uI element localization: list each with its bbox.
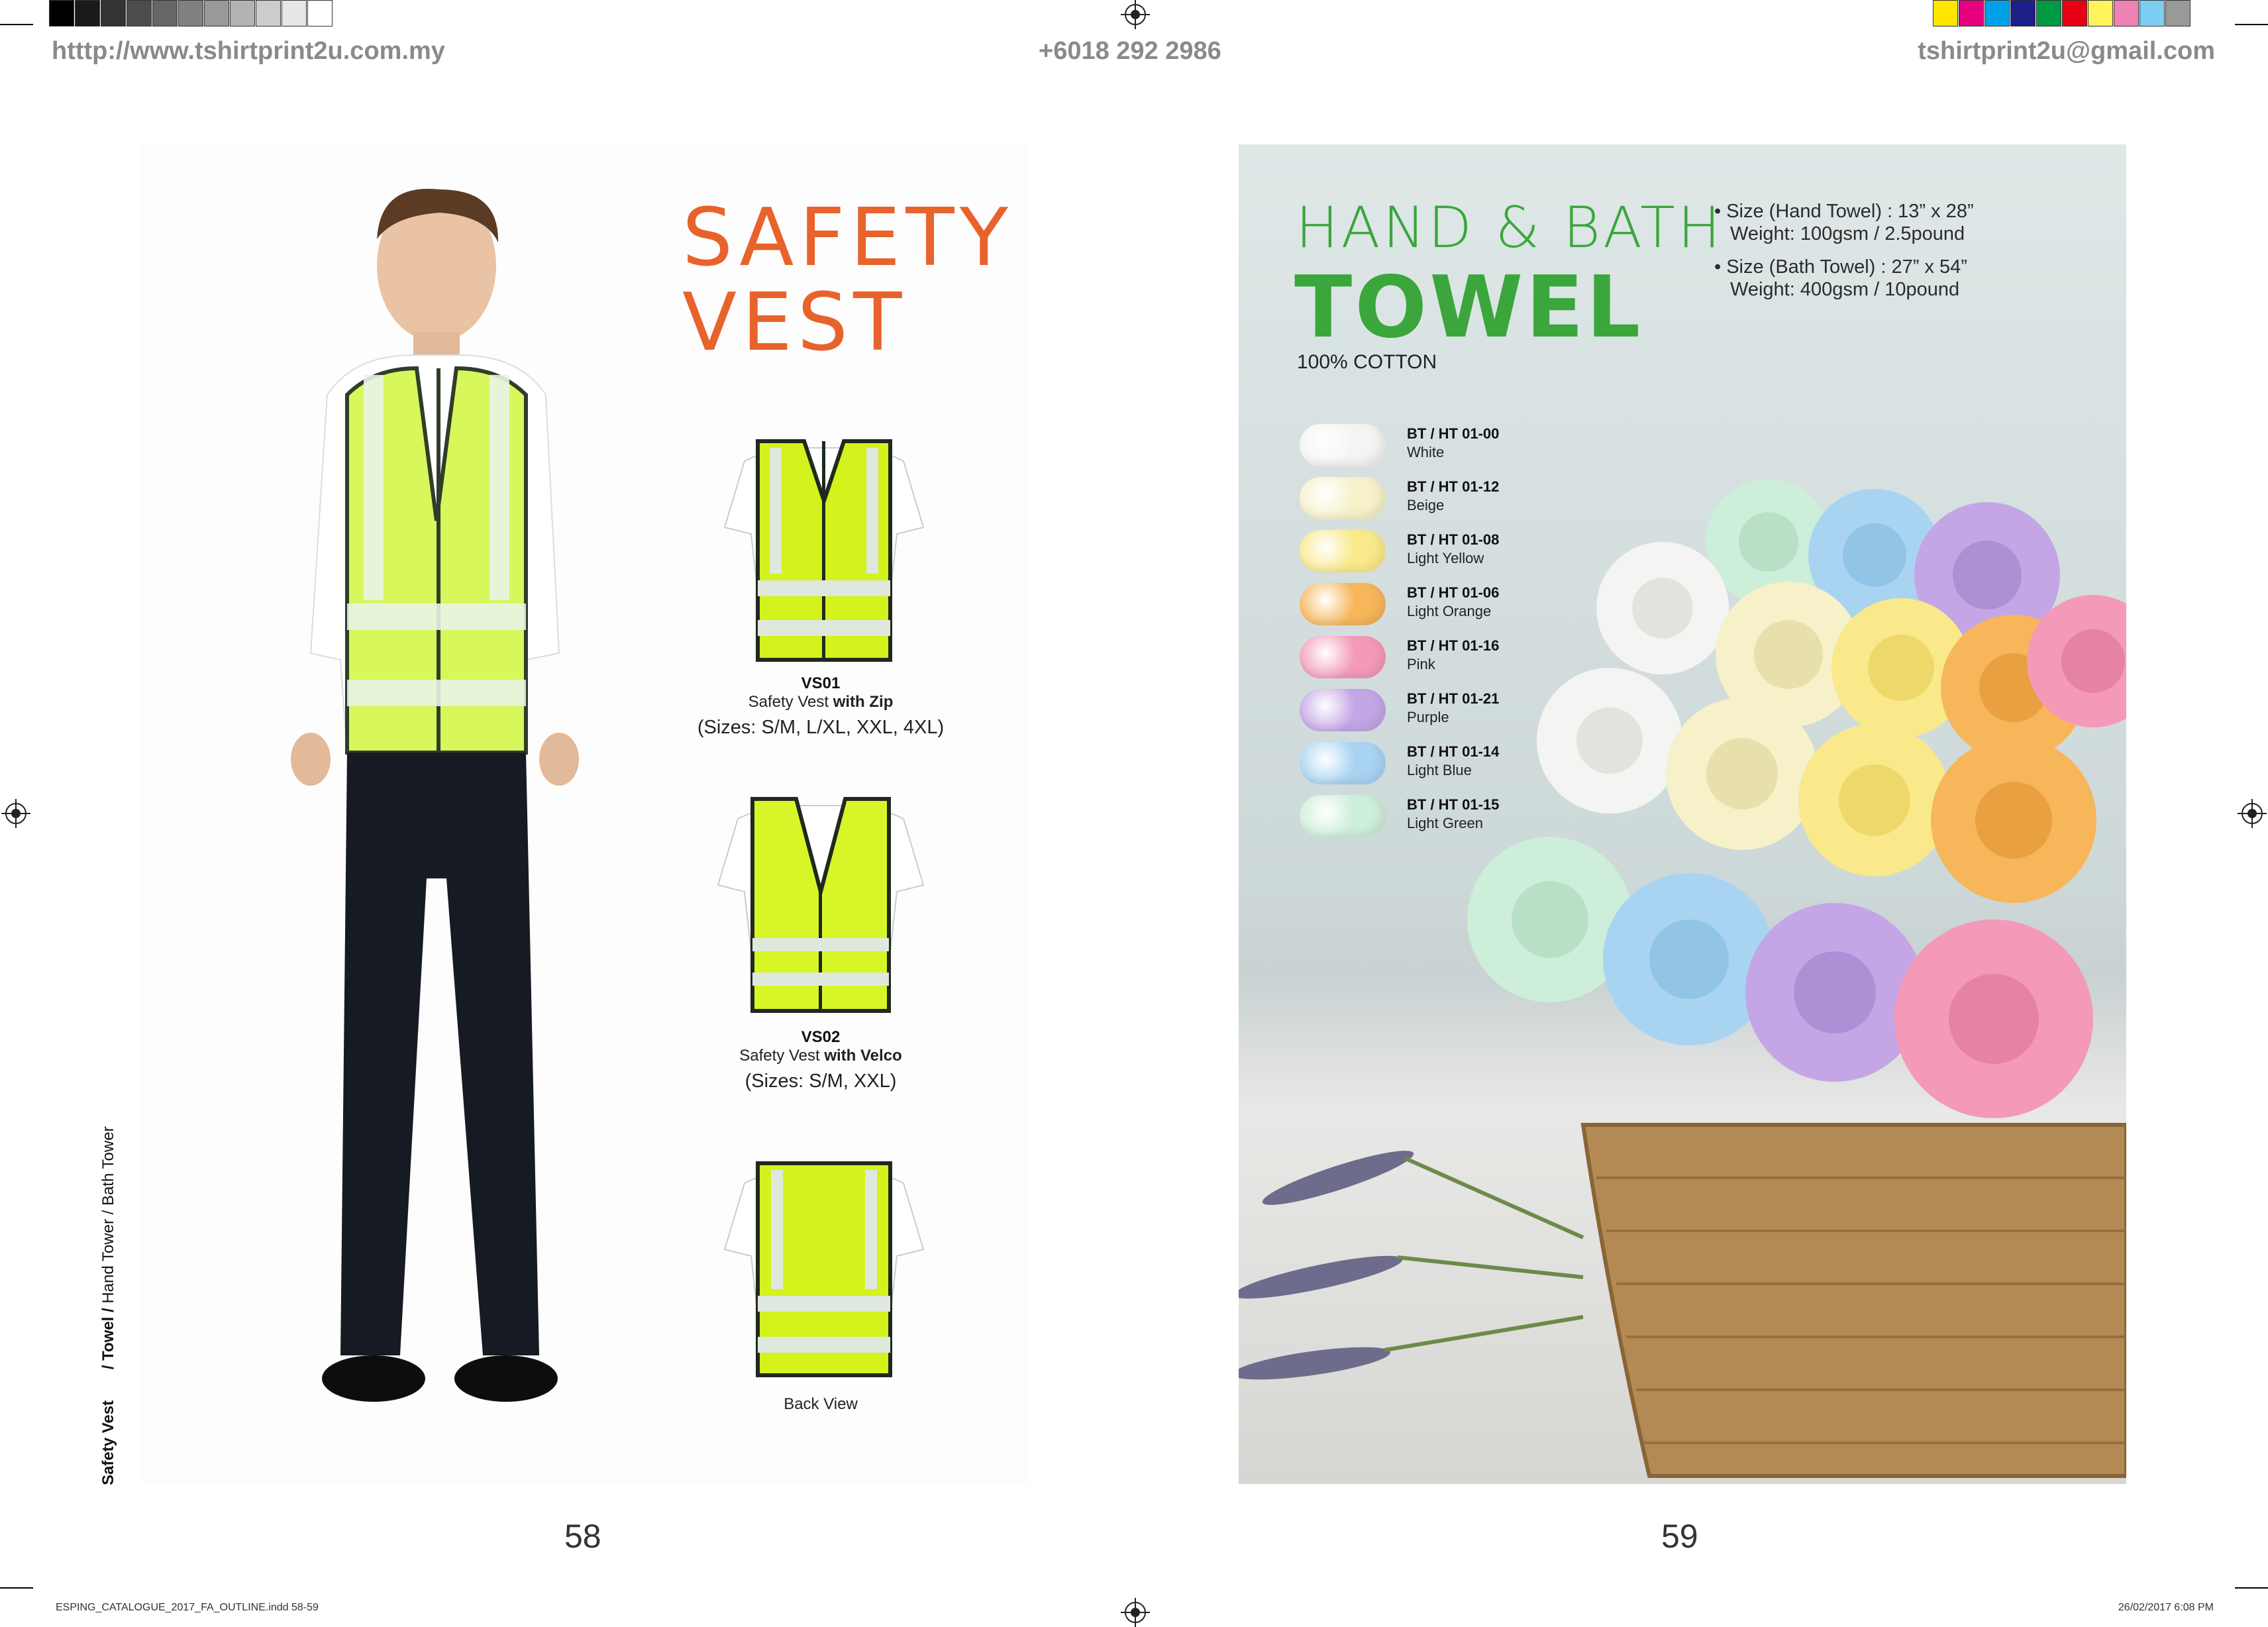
vs01-code: VS01	[801, 674, 841, 692]
towel-color-item	[1300, 792, 1565, 840]
grayscale-swatch	[256, 0, 281, 26]
spec-hand-towel: • Size (Hand Towel) : 13” x 28” Weight: 100gsm / 2.5pound	[1714, 201, 1974, 244]
color-swatch	[2010, 0, 2036, 26]
grayscale-swatch	[75, 0, 100, 26]
section-side-label: Safety Vest / Towel / Hand Tower / Bath Tower	[99, 1126, 117, 1485]
towel-color-name: Purple	[1407, 709, 1449, 725]
grayscale-swatch	[127, 0, 152, 26]
hand-bath-title: HAND & BATH	[1296, 195, 1724, 261]
towel-color-name: Beige	[1407, 497, 1445, 513]
towel-color-code: BT / HT 01-16	[1407, 637, 1500, 654]
towel-color-item	[1300, 474, 1565, 522]
print-date: 26/02/2017 6:08 PM	[2118, 1602, 2214, 1613]
vs01-name: Safety Vest with Zip	[748, 693, 894, 711]
towel-color-swatch	[1300, 477, 1386, 519]
vs01-vest-image	[718, 421, 930, 666]
towel-color-swatch	[1300, 424, 1386, 466]
towel-color-name: White	[1407, 444, 1445, 460]
vest-title-line2: VEST	[682, 277, 907, 369]
grayscale-swatch	[230, 0, 255, 26]
towel-color-swatch	[1300, 530, 1386, 572]
color-swatch	[1984, 0, 2010, 26]
grayscale-swatch	[204, 0, 229, 26]
website-url[interactable]: htttp://www.tshirtprint2u.com.my	[52, 37, 445, 65]
towel-color-item	[1300, 739, 1565, 787]
towel-color-name: Light Yellow	[1407, 550, 1484, 566]
registration-mark-right	[2242, 803, 2263, 824]
towel-page	[1239, 144, 2126, 1484]
towel-color-swatch	[1300, 636, 1386, 678]
color-swatch	[2062, 0, 2087, 26]
towel-color-name: Light Green	[1407, 815, 1483, 831]
material-label: 100% COTTON	[1297, 351, 1437, 373]
phone-number[interactable]: +6018 292 2986	[1039, 37, 1221, 65]
safety-vest-page	[142, 143, 1029, 1485]
towel-title: TOWEL	[1294, 258, 1643, 357]
towel-color-item	[1300, 580, 1565, 628]
registration-mark-left	[5, 803, 26, 824]
vs02-name: Safety Vest with Velco	[739, 1047, 902, 1065]
towel-color-code: BT / HT 01-12	[1407, 478, 1500, 495]
towel-color-code: BT / HT 01-08	[1407, 531, 1500, 548]
towel-color-item	[1300, 633, 1565, 681]
crop-mark	[0, 24, 33, 25]
crop-mark	[2235, 24, 2268, 25]
towel-color-swatch	[1300, 689, 1386, 731]
grayscale-swatch	[49, 0, 74, 26]
towel-color-swatch	[1300, 795, 1386, 837]
towel-color-item	[1300, 527, 1565, 575]
grayscale-swatch	[282, 0, 307, 26]
towel-color-name: Pink	[1407, 656, 1435, 672]
grayscale-swatch	[101, 0, 126, 26]
grayscale-swatch	[307, 0, 333, 26]
grayscale-swatch	[178, 0, 203, 26]
color-swatch	[1933, 0, 1958, 26]
grayscale-swatch	[152, 0, 178, 26]
registration-mark-top	[1125, 4, 1146, 25]
color-swatch	[2165, 0, 2191, 26]
crop-mark	[0, 1587, 33, 1589]
back-view-vest-image	[718, 1150, 930, 1389]
towel-color-name: Light Blue	[1407, 762, 1472, 778]
towel-color-swatch	[1300, 742, 1386, 784]
towel-color-name: Light Orange	[1407, 603, 1492, 619]
towel-color-item	[1300, 686, 1565, 734]
color-swatch	[2139, 0, 2165, 26]
color-swatch	[2036, 0, 2061, 26]
spec-bath-towel: • Size (Bath Towel) : 27” x 54” Weight: 400gsm / 10pound	[1714, 256, 1967, 300]
registration-mark-bottom	[1125, 1602, 1146, 1623]
color-swatch	[1959, 0, 1984, 26]
crop-mark	[2235, 1587, 2268, 1589]
back-view-label: Back View	[784, 1395, 858, 1413]
model-wearing-vest-image	[248, 176, 619, 1448]
page-number-left: 58	[564, 1518, 601, 1555]
towel-color-code: BT / HT 01-06	[1407, 584, 1500, 601]
towel-color-swatch	[1300, 583, 1386, 625]
towel-color-code: BT / HT 01-15	[1407, 796, 1500, 813]
vs02-code: VS02	[801, 1028, 841, 1046]
indd-file-name: ESPING_CATALOGUE_2017_FA_OUTLINE.indd 58-59	[56, 1602, 319, 1613]
vs02-vest-image	[711, 779, 930, 1024]
towel-color-item	[1300, 421, 1565, 469]
towel-color-code: BT / HT 01-14	[1407, 743, 1500, 760]
color-swatch	[2114, 0, 2139, 26]
page-number-right: 59	[1661, 1518, 1698, 1555]
email-address[interactable]: tshirtprint2u@gmail.com	[1918, 37, 2215, 65]
safety-title-line1: SAFETY	[682, 192, 1013, 284]
vs01-sizes: (Sizes: S/M, L/XL, XXL, 4XL)	[697, 717, 945, 738]
vs02-sizes: (Sizes: S/M, XXL)	[745, 1071, 897, 1092]
towel-color-code: BT / HT 01-21	[1407, 690, 1500, 707]
color-swatch	[2088, 0, 2113, 26]
towel-color-code: BT / HT 01-00	[1407, 425, 1500, 442]
